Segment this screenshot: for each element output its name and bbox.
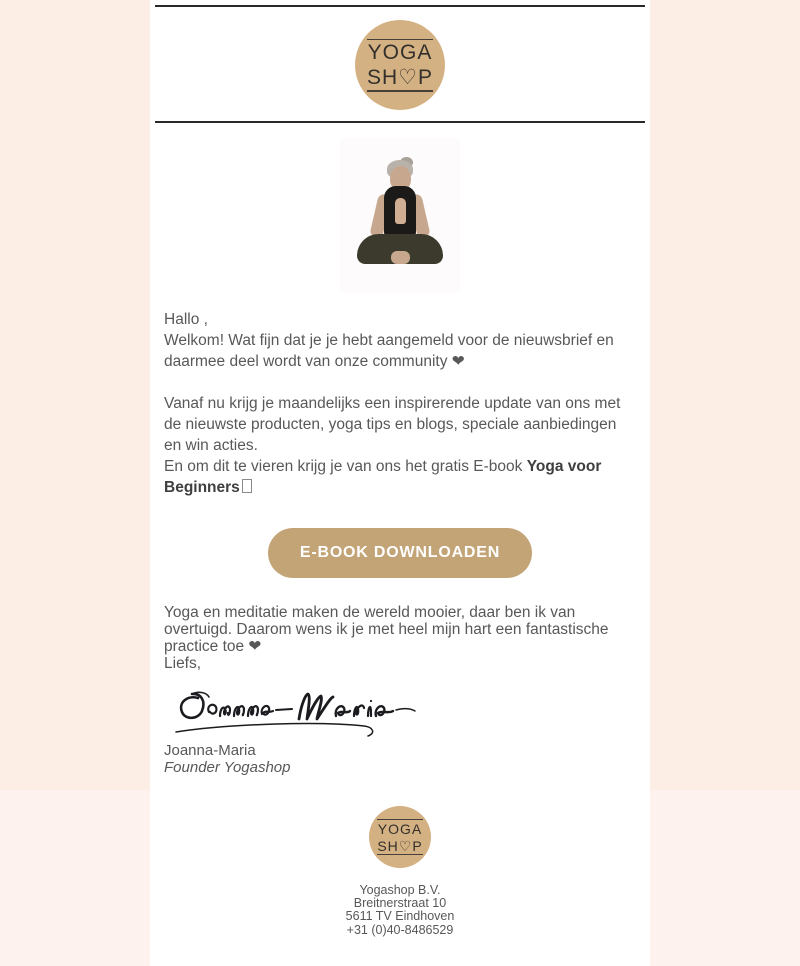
footer-logo-shop-suffix: P <box>412 837 423 854</box>
signature-image <box>164 672 636 742</box>
email-card <box>150 0 650 966</box>
footer-company-name: Yogashop B.V. <box>359 883 441 897</box>
footer-city: 5611 TV Eindhoven <box>345 909 455 924</box>
ebook-lead-text: En om dit te vieren krijg je van ons het gratis E-book <box>164 458 527 475</box>
email-body <box>150 309 650 937</box>
signoff-text: Liefs, <box>164 655 202 672</box>
intro-paragraph: Welkom! Wat fijn dat je je hebt aangemeld voor de nieuwsbrief en daarmee deel wordt van onze community ❤ <box>164 332 614 370</box>
ebook-download-button[interactable]: E-BOOK DOWNLOADEN <box>268 528 532 578</box>
logo-bottom-bar <box>367 90 433 92</box>
header-logo[interactable] <box>355 20 445 110</box>
logo-word-shop <box>367 65 433 90</box>
footer-phone: +31 (0)40-8486529 <box>346 922 454 937</box>
footer-street: Breitnerstraat 10 <box>353 896 447 911</box>
closing-paragraph: Yoga en meditatie maken de wereld mooier, daar ben ik van overtuigd. Daarom wens ik je met heel mijn hart een fantastische practice toe ❤ <box>164 604 609 655</box>
logo-shop-suffix: P <box>418 66 434 89</box>
logo-word-yoga: YOGA <box>367 41 433 64</box>
ebook-title-text: Yoga voor Beginners <box>164 458 602 496</box>
cta-section <box>164 498 636 604</box>
logo-shop-prefix: SH <box>366 66 399 89</box>
footer-logo-wrap <box>164 806 636 868</box>
figure-prayer-hands <box>395 198 406 224</box>
greeting-text: Hallo , <box>164 311 208 328</box>
footer-logo-bottom-bar <box>377 854 422 855</box>
email-footer <box>164 776 636 937</box>
footer-logo-word-yoga: YOGA <box>377 820 423 837</box>
footer-heart-outline-icon: ♡ <box>398 837 413 854</box>
footer-logo-word-shop <box>377 837 422 854</box>
heart-outline-icon: ♡ <box>398 66 418 89</box>
footer-logo-shop-prefix: SH <box>377 837 399 854</box>
figure-foot <box>391 251 410 264</box>
ebook-paragraph <box>164 456 636 498</box>
email-header <box>150 7 650 121</box>
hero-section <box>150 123 650 293</box>
signature-title: Founder Yogashop <box>164 759 291 776</box>
hero-image-yoga-pose <box>340 138 460 293</box>
update-paragraph: Vanaf nu krijg je maandelijks een inspirerende update van ons met de nieuwste producten, yoga tips en blogs, speciale aanbiedingen en win acties. <box>164 395 621 454</box>
missing-glyph-icon <box>242 479 252 493</box>
footer-logo[interactable] <box>369 806 431 868</box>
signature-name: Joanna-Maria <box>164 742 256 759</box>
